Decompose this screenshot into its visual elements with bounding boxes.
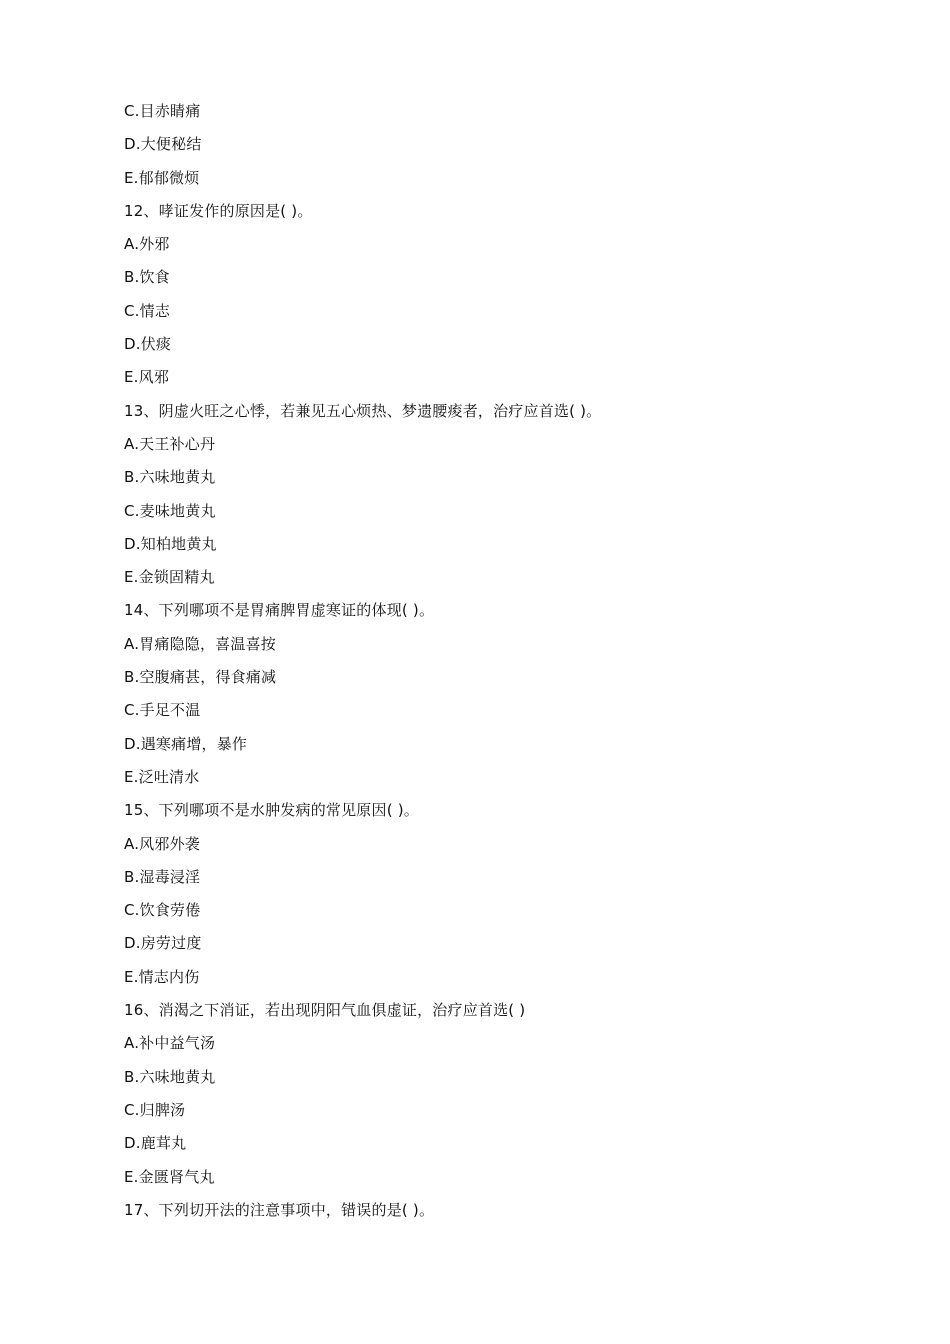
question-text: 16、消渴之下消证，若出现阴阳气血俱虚证，治疗应首选( ) xyxy=(124,1001,526,1020)
option-text: E.郁郁微烦 xyxy=(124,168,200,187)
option-text: D.房劳过度 xyxy=(124,934,202,953)
option-text: A.胃痛隐隐，喜温喜按 xyxy=(124,634,276,653)
option-text: A.补中益气汤 xyxy=(124,1034,216,1053)
option-text: E.金锁固精丸 xyxy=(124,568,215,587)
option-text: E.情志内伤 xyxy=(124,967,200,986)
option-text: C.手足不温 xyxy=(124,701,201,720)
option-text: C.目赤睛痛 xyxy=(124,102,201,120)
option-text: B.六味地黄丸 xyxy=(124,1067,216,1086)
document-page xyxy=(124,95,824,1227)
option-text: D.知柏地黄丸 xyxy=(124,534,217,553)
option-text: E.泛吐清水 xyxy=(124,767,200,786)
question-text: 14、下列哪项不是胃痛脾胃虚寒证的体现( )。 xyxy=(124,601,435,620)
option-text: B.饮食 xyxy=(124,268,170,287)
option-text: A.天王补心丹 xyxy=(124,434,216,453)
question-text: 15、下列哪项不是水肿发病的常见原因( )。 xyxy=(124,801,419,820)
option-text: C.情志 xyxy=(124,301,171,320)
option-text: D.伏痰 xyxy=(124,335,172,354)
question-text: 12、哮证发作的原因是( )。 xyxy=(124,201,313,220)
option-text: A.风邪外袭 xyxy=(124,834,200,853)
question-text: 13、阴虚火旺之心悸，若兼见五心烦热、梦遗腰痠者，治疗应首选( )。 xyxy=(124,401,602,420)
option-text: E.风邪 xyxy=(124,368,170,387)
option-text: C.麦味地黄丸 xyxy=(124,501,216,520)
option-text: D.鹿茸丸 xyxy=(124,1134,187,1153)
option-text: B.空腹痛甚，得食痛减 xyxy=(124,668,277,687)
option-text: C.归脾汤 xyxy=(124,1100,186,1119)
option-text: E.金匮肾气丸 xyxy=(124,1167,215,1186)
option-text: D.遇寒痛增，暴作 xyxy=(124,734,248,753)
option-text: C.饮食劳倦 xyxy=(124,901,201,920)
option-text: D.大便秘结 xyxy=(124,135,202,154)
question-text: 17、下列切开法的注意事项中，错误的是( )。 xyxy=(124,1200,435,1219)
option-text: B.湿毒浸淫 xyxy=(124,867,201,886)
option-text: A.外邪 xyxy=(124,235,170,254)
option-text: B.六味地黄丸 xyxy=(124,468,216,487)
